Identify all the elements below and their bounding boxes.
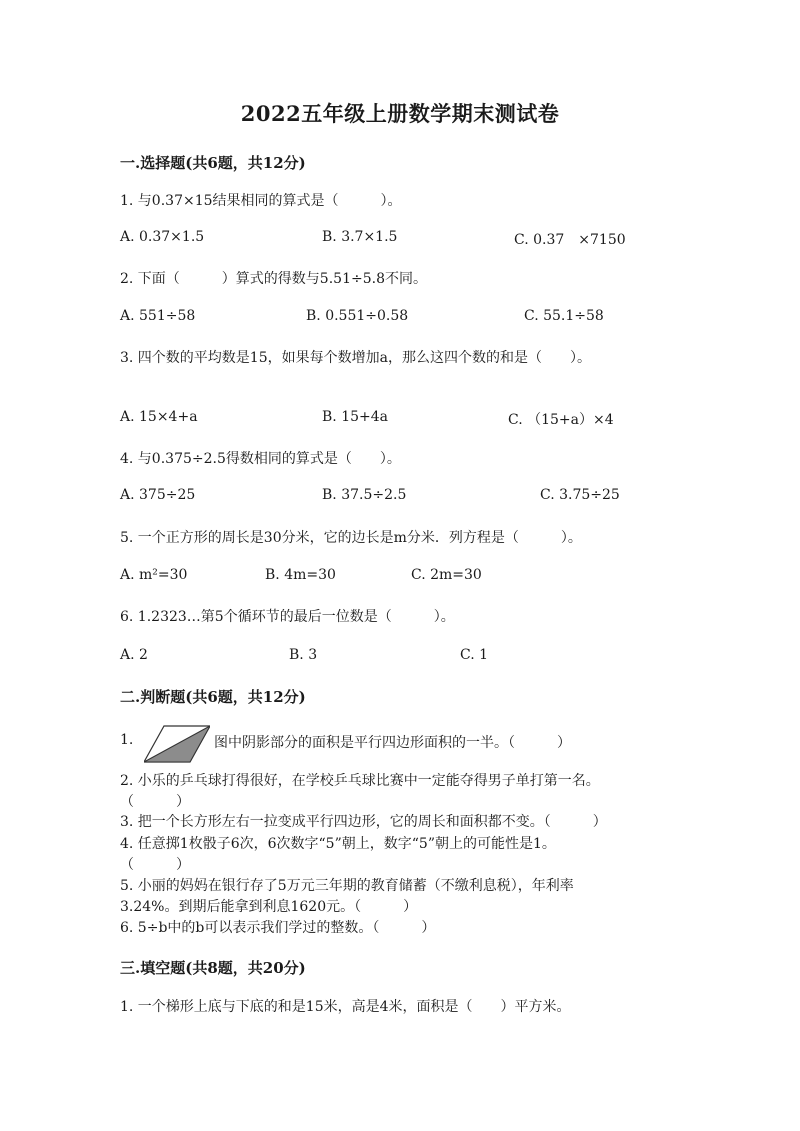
choice-6-option-a: A. 2 [120, 647, 148, 663]
page-title: 2022五年级上册数学期末测试卷 [240, 101, 560, 126]
section-heading-fill: 三.填空题(共8题，共20分) [120, 959, 306, 977]
fill-question-1: 1. 一个梯形上底与下底的和是15米，高是4米，面积是（ ）平方米。 [120, 999, 571, 1015]
choice-1-option-c: C. 0.37 ×7150 [514, 232, 626, 248]
judge-question-2-line-2: （ ） [120, 794, 190, 810]
choice-3-option-b: B. 15+4a [322, 409, 388, 425]
section-heading-judge: 二.判断题(共6题，共12分) [120, 688, 306, 706]
choice-2-option-a: A. 551÷58 [120, 308, 196, 324]
choice-3-option-c: C. （15+a）×4 [508, 412, 614, 428]
choice-question-2: 2. 下面（ ）算式的得数与5.51÷5.8不同。 [120, 271, 427, 287]
judge-question-4-line-2: （ ） [120, 857, 190, 873]
choice-5-option-c: C. 2m=30 [411, 567, 482, 583]
choice-question-5: 5. 一个正方形的周长是30分米，它的边长是m分米．列方程是（ ）。 [120, 530, 582, 546]
judge-question-4-line-1: 4. 任意掷1枚骰子6次，6次数字“5”朝上，数字“5”朝上的可能性是1。 [120, 836, 556, 852]
choice-4-option-a: A. 375÷25 [120, 487, 196, 503]
judge-question-6: 6. 5÷b中的b可以表示我们学过的整数。（ ） [120, 920, 436, 936]
choice-1-option-b: B. 3.7×1.5 [322, 229, 398, 245]
choice-6-option-b: B. 3 [289, 647, 318, 663]
choice-2-option-b: B. 0.551÷0.58 [306, 308, 409, 324]
judge-question-1-text: 图中阴影部分的面积是平行四边形面积的一半。（ ） [214, 735, 571, 751]
choice-question-1: 1. 与0.37×15结果相同的算式是（ ）。 [120, 193, 402, 209]
judge-question-5-line-2: 3.24%。到期后能拿到利息1620元。（ ） [120, 899, 418, 915]
choice-4-option-c: C. 3.75÷25 [540, 487, 620, 503]
choice-2-option-c: C. 55.1÷58 [524, 308, 604, 324]
judge-question-3: 3. 把一个长方形左右一拉变成平行四边形，它的周长和面积都不变。（ ） [120, 814, 607, 830]
choice-5-option-a: A. m²=30 [120, 567, 188, 583]
choice-4-option-b: B. 37.5÷2.5 [322, 487, 407, 503]
parallelogram-figure [144, 724, 210, 764]
choice-question-6: 6. 1.2323…第5个循环节的最后一位数是（ ）。 [120, 609, 455, 625]
choice-1-option-a: A. 0.37×1.5 [120, 229, 205, 245]
choice-question-4: 4. 与0.375÷2.5得数相同的算式是（ ）。 [120, 451, 401, 467]
choice-5-option-b: B. 4m=30 [265, 567, 336, 583]
judge-question-2-line-1: 2. 小乐的乒乓球打得很好，在学校乒乓球比赛中一定能夺得男子单打第一名。 [120, 773, 600, 789]
choice-6-option-c: C. 1 [460, 647, 489, 663]
judge-question-1-number: 1. [120, 732, 134, 748]
choice-3-option-a: A. 15×4+a [120, 409, 198, 425]
judge-question-5-line-1: 5. 小丽的妈妈在银行存了5万元三年期的教育储蓄（不缴利息税），年利率 [120, 878, 574, 894]
section-heading-choice: 一.选择题(共6题，共12分) [120, 154, 306, 172]
choice-question-3: 3. 四个数的平均数是15，如果每个数增加a，那么这四个数的和是（ ）。 [120, 350, 591, 366]
